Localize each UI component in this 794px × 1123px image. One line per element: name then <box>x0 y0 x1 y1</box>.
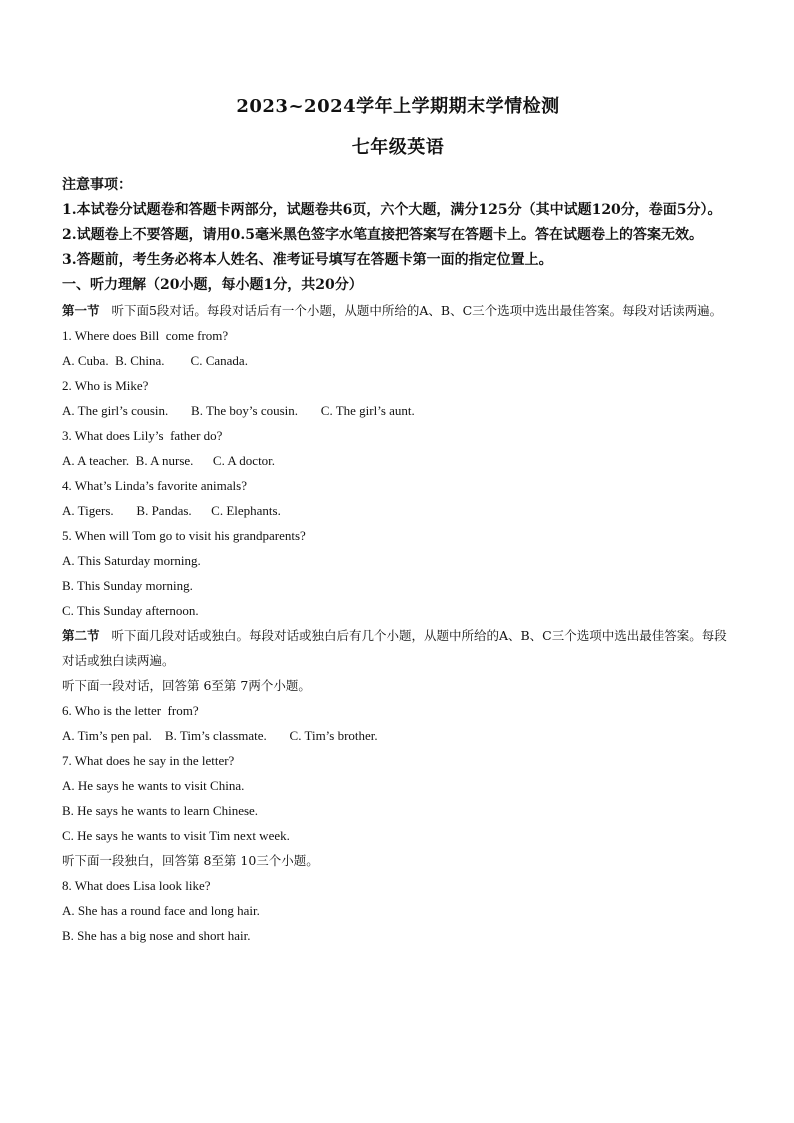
question-7-option-a: A. He says he wants to visit China. <box>62 778 245 793</box>
section2-text: 听下面几段对话或独白。每段对话或独白后有几个小题，从题中所给的A、B、C三个选项中选出最佳答案。每段对话或独白读两遍。 <box>62 628 727 668</box>
section1-text: 听下面5段对话。每段对话后有一个小题，从题中所给的A、B、C三个选项中选出最佳答案。每段对话读两遍。 <box>111 303 723 318</box>
question-1-options: A. Cuba. B. China. C. Canada. <box>62 353 248 368</box>
dialog-intro: 听下面一段对话，回答第 6至第 7两个小题。 <box>62 678 311 693</box>
question-5-option-b: B. This Sunday morning. <box>62 578 193 593</box>
exam-title: 2023~2024学年上学期期末学情检测 <box>236 96 560 117</box>
notice-heading: 注意事项： <box>62 177 132 193</box>
question-7-stem: 7. What does he say in the letter? <box>62 753 235 768</box>
question-5-stem: 5. When will Tom go to visit his grandparents? <box>62 528 306 543</box>
part1-heading: 一、听力理解（20小题，每小题1分，共20分） <box>62 277 363 293</box>
question-7-option-c: C. He says he wants to visit Tim next week. <box>62 828 290 843</box>
notice-item-3: 3.答题前，考生务必将本人姓名、准考证号填写在答题卡第一面的指定位置上。 <box>62 252 553 268</box>
exam-subtitle: 七年级英语 <box>351 137 445 158</box>
question-8-option-b: B. She has a big nose and short hair. <box>62 928 251 943</box>
question-4-options: A. Tigers. B. Pandas. C. Elephants. <box>62 503 281 518</box>
question-7-option-b: B. He says he wants to learn Chinese. <box>62 803 259 818</box>
question-4-stem: 4. What’s Linda’s favorite animals? <box>62 478 247 493</box>
question-2-stem: 2. Who is Mike? <box>62 378 149 393</box>
notice-item-1: 1.本试卷分试题卷和答题卡两部分，试题卷共6页，六个大题，满分125分（其中试题120分，卷面5分）。 <box>62 202 722 218</box>
question-8-option-a: A. She has a round face and long hair. <box>62 903 260 918</box>
monologue-intro: 听下面一段独白，回答第 8至第 10三个小题。 <box>62 853 319 868</box>
question-5-option-c: C. This Sunday afternoon. <box>62 603 199 618</box>
question-6-options: A. Tim’s pen pal. B. Tim’s classmate. C. Tim’s brother. <box>62 728 378 743</box>
question-1-stem: 1. Where does Bill come from? <box>62 328 229 343</box>
question-5-option-a: A. This Saturday morning. <box>62 553 201 568</box>
notice-item-2: 2.试题卷上不要答题，请用0.5毫米黑色签字水笔直接把答案写在答题卡上。答在试题卷上的答案无效。 <box>62 227 703 243</box>
section1-instruction <box>62 298 734 323</box>
exam-page <box>62 95 734 948</box>
question-8-stem: 8. What does Lisa look like? <box>62 878 211 893</box>
section1-label: 第一节 <box>62 303 100 318</box>
section2-label: 第二节 <box>62 628 100 643</box>
question-3-stem: 3. What does Lily’s father do? <box>62 428 223 443</box>
question-3-options: A. A teacher. B. A nurse. C. A doctor. <box>62 453 276 468</box>
question-2-options: A. The girl’s cousin. B. The boy’s cousin. C. The girl’s aunt. <box>62 403 415 418</box>
question-6-stem: 6. Who is the letter from? <box>62 703 199 718</box>
section2-instruction <box>62 623 734 673</box>
